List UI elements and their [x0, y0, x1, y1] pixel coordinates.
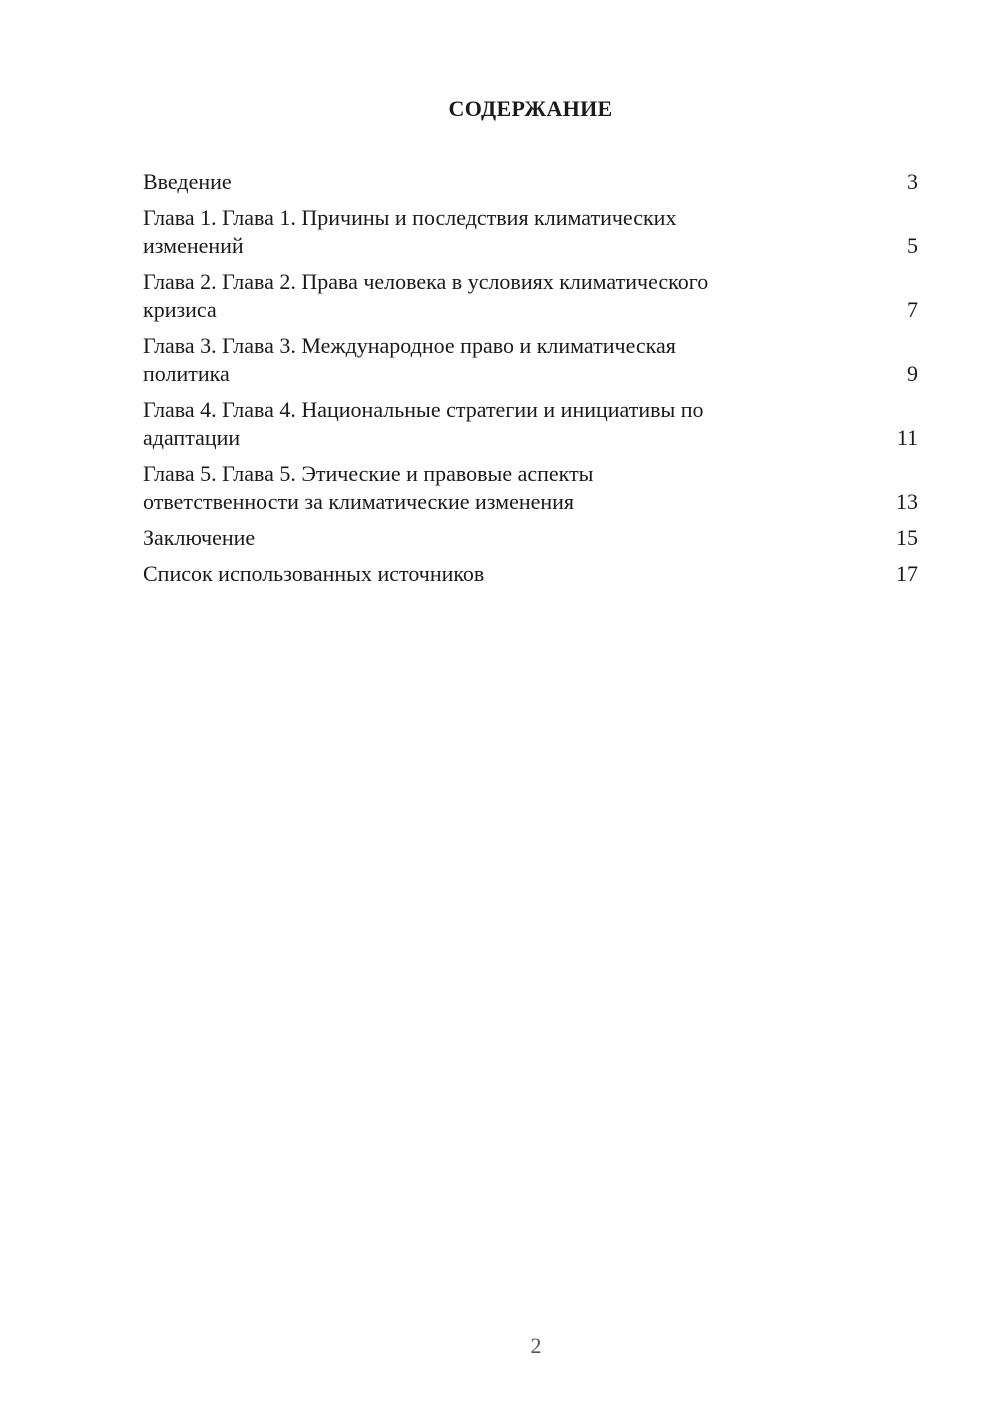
toc-entry-line: изменений: [143, 233, 244, 258]
toc-entry-text: [143, 460, 888, 516]
toc-entry-page: 13: [896, 489, 918, 514]
toc-entry-page: 3: [907, 169, 918, 194]
toc-entry-chapter-2[interactable]: [143, 268, 918, 324]
toc-entry-line: Введение: [143, 169, 232, 194]
table-of-contents: [143, 168, 918, 596]
toc-entry-conclusion[interactable]: [143, 524, 918, 552]
toc-entry-line: Глава 1. Глава 1. Причины и последствия климатических: [143, 205, 677, 230]
toc-entry-line: политика: [143, 361, 230, 386]
toc-entry-page: 15: [896, 525, 918, 550]
toc-entry-line: Глава 3. Глава 3. Международное право и климатическая: [143, 333, 676, 358]
toc-entry-text: [143, 560, 888, 588]
toc-entry-page: 9: [907, 361, 918, 386]
toc-entry-line: Глава 4. Глава 4. Национальные стратегии и инициативы по: [143, 397, 704, 422]
toc-entry-text: [143, 332, 888, 388]
toc-entry-references[interactable]: [143, 560, 918, 588]
toc-entry-line: Список использованных источников: [143, 561, 485, 586]
toc-entry-line: адаптации: [143, 425, 241, 450]
toc-entry-line: Глава 5. Глава 5. Этические и правовые аспекты: [143, 461, 594, 486]
toc-entry-page: 17: [896, 561, 918, 586]
toc-entry-text: [143, 524, 888, 552]
toc-entry-chapter-3[interactable]: [143, 332, 918, 388]
toc-entry-text: [143, 268, 888, 324]
toc-entry-text: [143, 168, 888, 196]
toc-entry-text: [143, 396, 888, 452]
toc-entry-introduction[interactable]: [143, 168, 918, 196]
page-title: СОДЕРЖАНИЕ: [448, 96, 613, 121]
toc-entry-line: Глава 2. Глава 2. Права человека в условиях климатического: [143, 269, 709, 294]
page-number: 2: [530, 1333, 542, 1358]
toc-entry-line: кризиса: [143, 297, 217, 322]
toc-entry-chapter-5[interactable]: [143, 460, 918, 516]
toc-entry-page: 7: [907, 297, 918, 322]
toc-entry-line: Заключение: [143, 525, 256, 550]
toc-entry-chapter-4[interactable]: [143, 396, 918, 452]
toc-entry-page: 11: [896, 425, 918, 450]
toc-entry-text: [143, 204, 888, 260]
toc-entry-line: ответственности за климатические изменения: [143, 489, 575, 514]
toc-entry-page: 5: [907, 233, 918, 258]
toc-entry-chapter-1[interactable]: [143, 204, 918, 260]
